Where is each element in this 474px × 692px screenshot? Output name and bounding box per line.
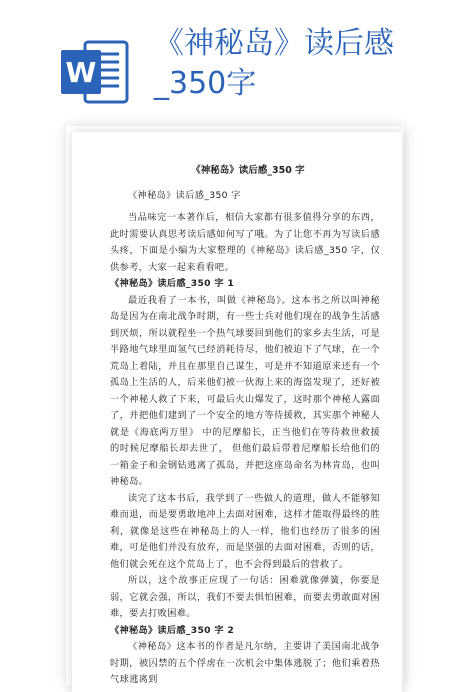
section2-heading: 《神秘岛》读后感_350 字 2 xyxy=(110,624,235,636)
page-title-line2: _350字 xyxy=(154,66,257,101)
word-icon xyxy=(59,36,131,108)
page-title-line1: 《神秘岛》读后感 xyxy=(154,26,394,61)
section1-heading: 《神秘岛》读后感_350 字 1 xyxy=(110,278,235,289)
document-page xyxy=(72,132,402,692)
document-title: 《神秘岛》读后感_350 字 xyxy=(191,165,305,176)
intro-paragraph: 当品味完一本著作后，相信大家都有很多值得分享的东西，此时需要认真思考读后感如何写了哦。为了让您不再为写读后感头疼，下面是小编为大家整理的《神秘岛》读后感_350 字，仅供参考，大家一起来看看吧。 xyxy=(110,212,380,273)
section1-paragraph-3: 所以，这个故事正应现了一句话：困难就像弹簧，你要是弱，它就会强，所以，我们不要去惧怕困难，而要去勇敢面对困难，要去打败困难。 xyxy=(110,575,380,619)
word-icon-letter: W xyxy=(65,56,97,89)
section2-paragraph-1: 《神秘岛》这本书的作者是凡尔纳，主要讲了美国南北战争时期，被囚禁的五个俘虏在一次机会中集体逃脱了；他们乘着热气球逃离到 xyxy=(110,641,380,685)
intro-heading: 《神秘岛》读后感_350 字 xyxy=(128,189,241,201)
section1-paragraph-1: 最近我看了一本书，叫做《神秘岛》。这本书之所以叫神秘岛是因为在南北战争时期，有一些士兵对他们现在的战争生活感到厌烦，所以就程坐一个热气球要回到他们的家乡去生活，可是半路地气球里面氢气已经消耗待尽，他们被迫下了气球，在一个荒岛上着陆，并且在那里自己谋生，可是并不知道原来还有一个孤岛上生活的人，后来他们被一伙海上来的海盗发现了，还好被一个神秘人救了下来，可最后火山爆发了，这时那个神秘人露面了，并把他们建到了一个安全的地方等待援救，其实那个神秘人就是《海底两万里》 中的尼摩船长，正当他们在等待救世救援的时候尼摩船长却去世了， 但他们最后带着尼摩船长给他们的一箱金子和金钢钻逃离了孤岛，并把这座岛命名为林肯岛，也叫神秘岛。 xyxy=(110,294,380,487)
section1-paragraph-2: 读完了这本书后，我学到了一些做人的道理，做人不能够知难而退，而是要勇敢地冲上去面对困难，这样才能取得最终的胜利，就像是这些在神秘岛上的人一样，他们也经历了很多的困难，可是他们并没有放弃，而是坚强的去面对困难，否则的话，他们就会死在这个荒岛上了，也不会得到最后的营救了。 xyxy=(110,492,380,570)
page-title xyxy=(154,24,464,104)
